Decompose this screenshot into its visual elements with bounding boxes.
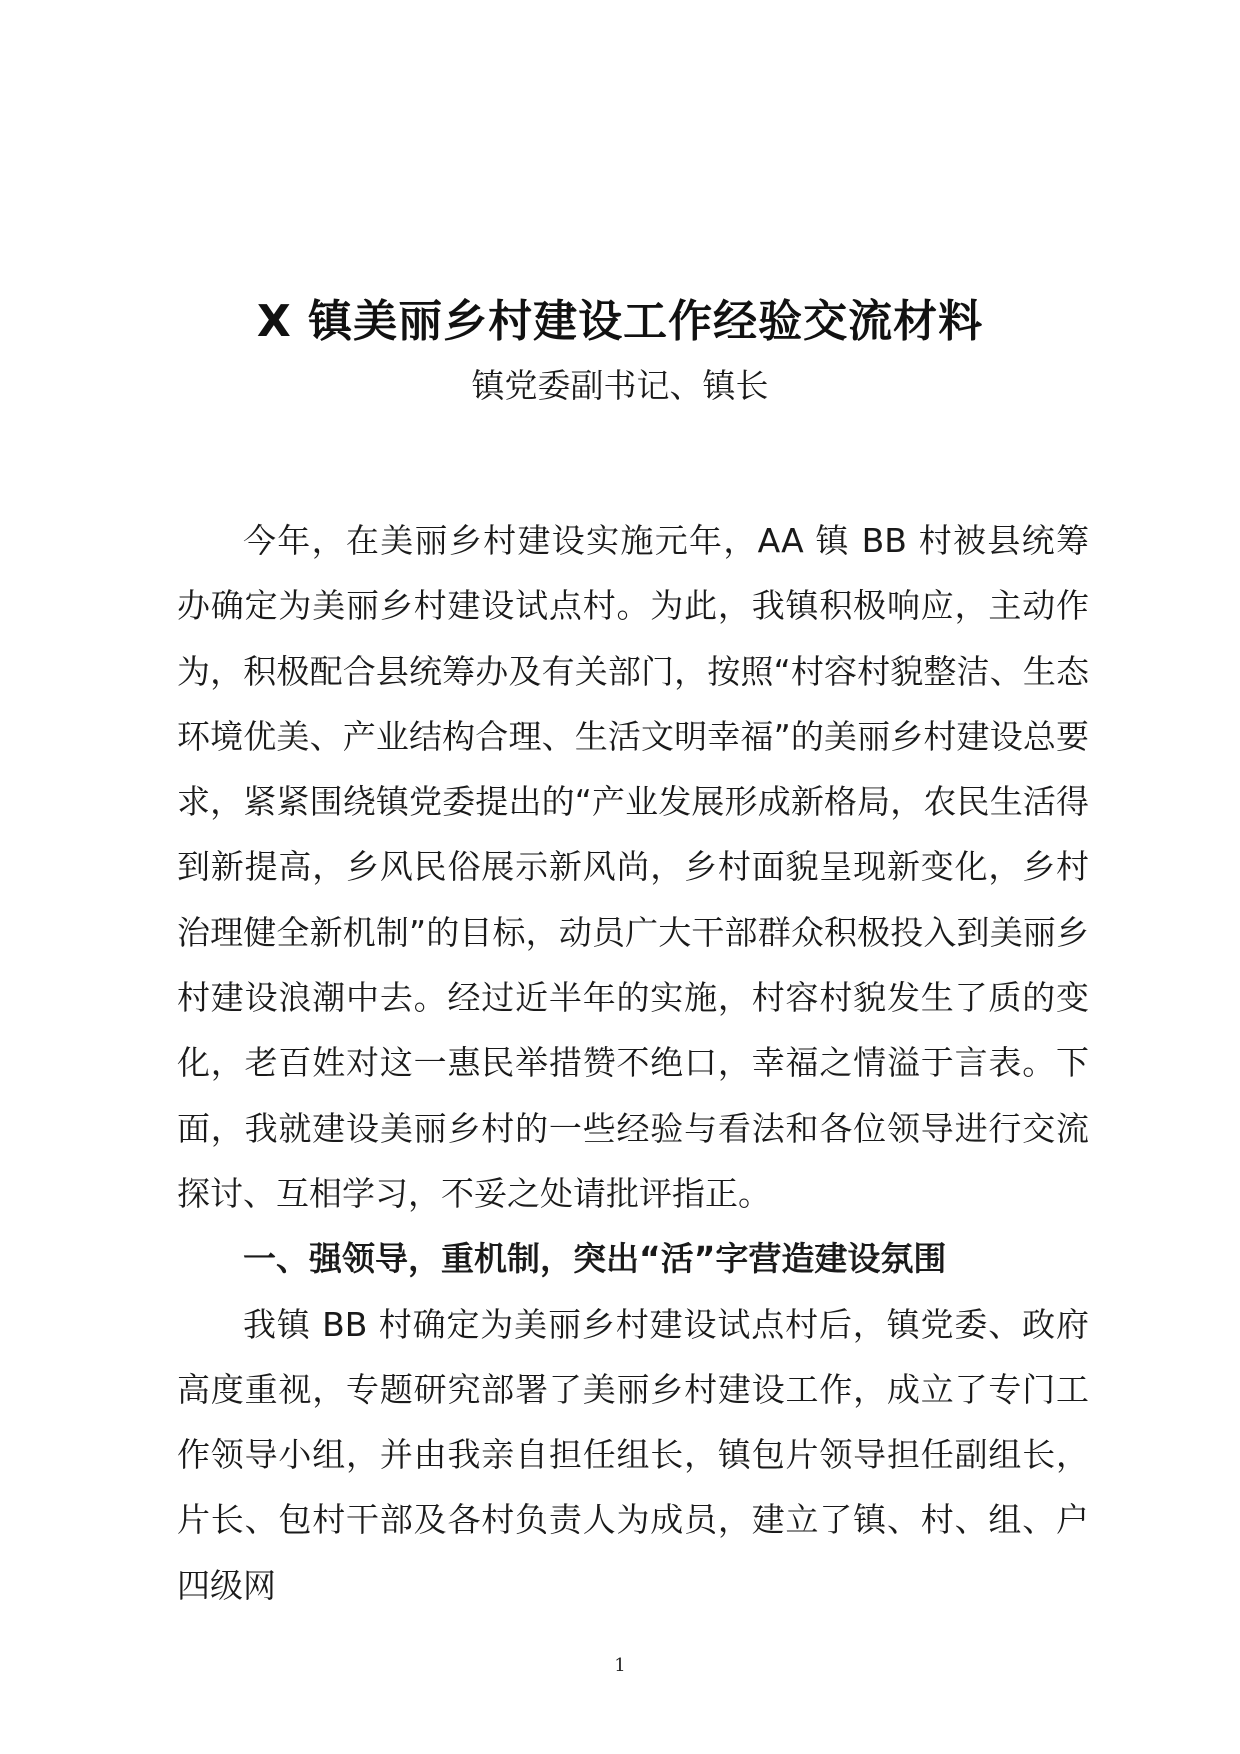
document-body xyxy=(177,508,1089,1618)
document-title: X 镇美丽乡村建设工作经验交流材料 xyxy=(256,296,984,347)
section-paragraph: 我镇 BB 村确定为美丽乡村建设试点村后，镇党委、政府高度重视，专题研究部署了美丽乡村建设工作，成立了专门工作领导小组，并由我亲自担任组长，镇包片领导担任副组长，片长、包村干部及各村负责人为成员，建立了镇、村、组、户四级网 xyxy=(177,1304,1089,1605)
intro-paragraph: 今年，在美丽乡村建设实施元年，AA 镇 BB 村被县统筹办确定为美丽乡村建设试点村。为此，我镇积极响应，主动作为，积极配合县统筹办及有关部门，按照“村容村貌整洁、生态环境优美、产业结构合理、生活文明幸福”的美丽乡村建设总要求，紧紧围绕镇党委提出的“产业发展形成新格局，农民生活得到新提高，乡风民俗展示新风尚，乡村面貌呈现新变化，乡村治理健全新机制”的目标，动员广大干部群众积极投入到美丽乡村建设浪潮中去。经过近半年的实施，村容村貌发生了质的变化，老百姓对这一惠民举措赞不绝口，幸福之情溢于言表。下面，我就建设美丽乡村的一些经验与看法和各位领导进行交流探讨、互相学习，不妥之处请批评指正。 xyxy=(177,521,1089,1213)
page-number: 1 xyxy=(614,1655,626,1676)
document-subtitle: 镇党委副书记、镇长 xyxy=(471,366,769,405)
section-heading: 一、强领导，重机制，突出“活”字营造建设氛围 xyxy=(243,1239,947,1279)
